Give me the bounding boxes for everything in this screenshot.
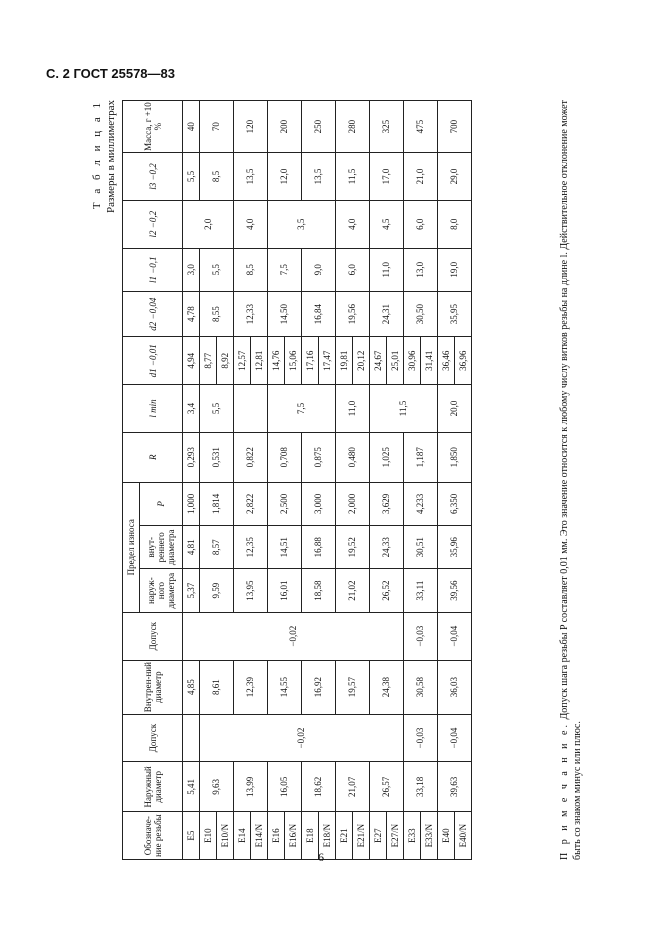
cell-d1: 20,12 xyxy=(353,337,370,385)
cell-tolerance2: −0,04 xyxy=(438,612,472,660)
cell-l2: 6,0 xyxy=(404,200,438,248)
col-wear-middle: внут-реннего диаметра xyxy=(140,526,183,569)
cell-d1: 17,47 xyxy=(319,337,336,385)
cell-wear-middle: 35,96 xyxy=(438,526,472,569)
rotated-table-area xyxy=(90,100,590,860)
cell-mass: 40 xyxy=(183,101,200,153)
cell-designation: E21/N xyxy=(353,812,370,860)
cell-l1: 5,5 xyxy=(200,248,234,291)
cell-d1: 19,81 xyxy=(336,337,353,385)
col-wear-limit: Предел износа xyxy=(123,482,140,612)
cell-outer: 21,07 xyxy=(336,762,370,812)
table-units: Размеры в миллиметрах xyxy=(105,100,117,213)
col-wear-outer: наруж-ного диаметра xyxy=(140,569,183,612)
cell-r: 0,708 xyxy=(268,432,302,482)
cell-wear-middle: 8,57 xyxy=(200,526,234,569)
cell-inner: 12,39 xyxy=(234,660,268,714)
cell-d1: 31,41 xyxy=(421,337,438,385)
cell-inner: 36,03 xyxy=(438,660,472,714)
cell-designation: E33/N xyxy=(421,812,438,860)
cell-d2: 24,31 xyxy=(370,291,404,337)
cell-tolerance: −0,03 xyxy=(404,714,438,762)
cell-r: 1,025 xyxy=(370,432,404,482)
cell-mass: 325 xyxy=(370,101,404,153)
cell-p: 3,629 xyxy=(370,482,404,525)
cell-wear-outer: 9,59 xyxy=(200,569,234,612)
cell-l3: 8,5 xyxy=(200,153,234,201)
cell-lmin: 3,4 xyxy=(183,385,200,433)
table-label: Т а б л и ц а 1 xyxy=(91,100,103,210)
cell-r: 0,822 xyxy=(234,432,268,482)
cell-d2: 12,33 xyxy=(234,291,268,337)
col-l2: l2 −0,2 xyxy=(123,200,183,248)
cell-outer: 39,63 xyxy=(438,762,472,812)
table-row xyxy=(183,101,200,860)
cell-wear-middle: 12,35 xyxy=(234,526,268,569)
col-mass: Масса, г +10 % xyxy=(123,101,183,153)
cell-wear-middle: 14,51 xyxy=(268,526,302,569)
col-lmin: l min xyxy=(123,385,183,433)
cell-designation: E14/N xyxy=(251,812,268,860)
cell-d2: 4,78 xyxy=(183,291,200,337)
cell-designation: E18 xyxy=(302,812,319,860)
cell-d1: 36,96 xyxy=(455,337,472,385)
cell-l3: 5,5 xyxy=(183,153,200,201)
cell-wear-outer: 39,56 xyxy=(438,569,472,612)
cell-l2: 4,0 xyxy=(234,200,268,248)
cell-d1: 36,46 xyxy=(438,337,455,385)
table-title xyxy=(90,100,118,213)
cell-outer: 9,63 xyxy=(200,762,234,812)
cell-l1: 19,0 xyxy=(438,248,472,291)
cell-designation: E27/N xyxy=(387,812,404,860)
table-row xyxy=(438,101,455,860)
cell-d1: 25,01 xyxy=(387,337,404,385)
cell-r: 0,293 xyxy=(183,432,200,482)
cell-mass: 280 xyxy=(336,101,370,153)
col-d1: d1 −0,01 xyxy=(123,337,183,385)
col-outer-diameter: Наружный диаметр xyxy=(123,762,183,812)
cell-p: 2,822 xyxy=(234,482,268,525)
cell-l1: 9,0 xyxy=(302,248,336,291)
cell-designation: E21 xyxy=(336,812,353,860)
cell-outer: 16,05 xyxy=(268,762,302,812)
cell-wear-middle: 30,51 xyxy=(404,526,438,569)
cell-d2: 16,84 xyxy=(302,291,336,337)
col-inner-diameter: Внутрен-ний диаметр xyxy=(123,660,183,714)
cell-wear-outer: 18,58 xyxy=(302,569,336,612)
cell-l3: 13,5 xyxy=(302,153,336,201)
col-tolerance: Допуск xyxy=(123,714,183,762)
cell-mass: 475 xyxy=(404,101,438,153)
cell-designation: E40/N xyxy=(455,812,472,860)
cell-inner: 30,58 xyxy=(404,660,438,714)
cell-l3: 21,0 xyxy=(404,153,438,201)
cell-wear-outer: 21,02 xyxy=(336,569,370,612)
cell-lmin: 11,0 xyxy=(336,385,370,433)
col-designation: Обозначе-ние резьбы xyxy=(123,812,183,860)
cell-wear-middle: 16,88 xyxy=(302,526,336,569)
cell-mass: 200 xyxy=(268,101,302,153)
col-p: P xyxy=(140,482,183,525)
col-r: R xyxy=(123,432,183,482)
cell-designation: E18/N xyxy=(319,812,336,860)
cell-wear-outer: 16,01 xyxy=(268,569,302,612)
cell-d2: 35,95 xyxy=(438,291,472,337)
cell-lmin: 5,5 xyxy=(200,385,234,433)
cell-r: 0,531 xyxy=(200,432,234,482)
cell-wear-outer: 5,37 xyxy=(183,569,200,612)
cell-wear-outer: 26,52 xyxy=(370,569,404,612)
cell-d2: 14,50 xyxy=(268,291,302,337)
cell-l3: 11,5 xyxy=(336,153,370,201)
cell-wear-outer: 33,11 xyxy=(404,569,438,612)
cell-p: 4,233 xyxy=(404,482,438,525)
cell-d1: 12,57 xyxy=(234,337,251,385)
cell-p: 3,000 xyxy=(302,482,336,525)
table-note xyxy=(558,100,584,860)
cell-l2: 8,0 xyxy=(438,200,472,248)
cell-inner: 24,38 xyxy=(370,660,404,714)
cell-d1: 8,92 xyxy=(217,337,234,385)
cell-l1: 7,5 xyxy=(268,248,302,291)
cell-tolerance: −0,02 xyxy=(200,714,404,762)
cell-designation: E10 xyxy=(200,812,217,860)
cell-designation: E10/N xyxy=(217,812,234,860)
cell-d1: 17,16 xyxy=(302,337,319,385)
cell-designation: E40 xyxy=(438,812,455,860)
cell-inner: 4,85 xyxy=(183,660,200,714)
cell-p: 1,000 xyxy=(183,482,200,525)
cell-l2: 3,5 xyxy=(268,200,336,248)
cell-tolerance: −0,04 xyxy=(438,714,472,762)
cell-outer: 18,62 xyxy=(302,762,336,812)
cell-lmin: 20,0 xyxy=(438,385,472,433)
cell-r: 0,480 xyxy=(336,432,370,482)
dimensions-table xyxy=(122,100,472,860)
cell-d1: 8,77 xyxy=(200,337,217,385)
cell-inner: 19,57 xyxy=(336,660,370,714)
note-text: Допуск шага резьбы P составляет 0,01 мм. Это значение относится к любому числу витков резьбы на длине l. Действительное отклонение может быть со знаком минус или плюс. xyxy=(559,100,583,860)
cell-designation: E16/N xyxy=(285,812,302,860)
col-l3: l3 −0,2 xyxy=(123,153,183,201)
cell-mass: 120 xyxy=(234,101,268,153)
cell-d1: 4,94 xyxy=(183,337,200,385)
cell-r: 0,875 xyxy=(302,432,336,482)
cell-inner: 14,55 xyxy=(268,660,302,714)
cell-tolerance2: −0,03 xyxy=(404,612,438,660)
cell-l1: 6,0 xyxy=(336,248,370,291)
cell-designation: E33 xyxy=(404,812,421,860)
cell-outer: 5,41 xyxy=(183,762,200,812)
cell-d2: 30,50 xyxy=(404,291,438,337)
cell-l3: 29,0 xyxy=(438,153,472,201)
cell-mass: 700 xyxy=(438,101,472,153)
cell-designation: E27 xyxy=(370,812,387,860)
cell-mass: 70 xyxy=(200,101,234,153)
cell-r: 1,187 xyxy=(404,432,438,482)
page-header: С. 2 ГОСТ 25578—83 xyxy=(46,66,175,81)
col-d2: d2 −0,04 xyxy=(123,291,183,337)
cell-p: 2,500 xyxy=(268,482,302,525)
cell-tolerance2: −0,02 xyxy=(183,612,404,660)
cell-designation: E16 xyxy=(268,812,285,860)
cell-l1: 13,0 xyxy=(404,248,438,291)
cell-d1: 12,81 xyxy=(251,337,268,385)
cell-l3: 17,0 xyxy=(370,153,404,201)
cell-lmin: 7,5 xyxy=(268,385,336,433)
cell-designation: E14 xyxy=(234,812,251,860)
cell-d1: 14,76 xyxy=(268,337,285,385)
cell-l1: 3,0 xyxy=(183,248,200,291)
note-label: П р и м е ч а н и е. xyxy=(559,722,570,860)
cell-d2: 19,56 xyxy=(336,291,370,337)
cell-l2: 4,5 xyxy=(370,200,404,248)
cell-outer: 26,57 xyxy=(370,762,404,812)
cell-mass: 250 xyxy=(302,101,336,153)
cell-d1: 15,06 xyxy=(285,337,302,385)
cell-lmin xyxy=(234,385,268,433)
cell-inner: 16,92 xyxy=(302,660,336,714)
cell-d1: 24,67 xyxy=(370,337,387,385)
cell-wear-outer: 13,95 xyxy=(234,569,268,612)
cell-designation: E5 xyxy=(183,812,200,860)
cell-inner: 8,61 xyxy=(200,660,234,714)
cell-lmin: 11,5 xyxy=(370,385,438,433)
table-row xyxy=(404,101,421,860)
cell-outer: 33,18 xyxy=(404,762,438,812)
col-tolerance2: Допуск xyxy=(123,612,183,660)
cell-p: 6,350 xyxy=(438,482,472,525)
cell-l3: 12,0 xyxy=(268,153,302,201)
cell-l3: 13,5 xyxy=(234,153,268,201)
cell-l1: 11,0 xyxy=(370,248,404,291)
col-l1: l1 −0,1 xyxy=(123,248,183,291)
page-number: 6 xyxy=(318,850,324,864)
cell-p: 1,814 xyxy=(200,482,234,525)
cell-wear-middle: 4,81 xyxy=(183,526,200,569)
table-body xyxy=(183,101,472,860)
cell-wear-middle: 19,52 xyxy=(336,526,370,569)
landscape-content xyxy=(90,100,590,860)
cell-outer: 13,99 xyxy=(234,762,268,812)
cell-d1: 30,96 xyxy=(404,337,421,385)
cell-l2: 4,0 xyxy=(336,200,370,248)
cell-p: 2,000 xyxy=(336,482,370,525)
cell-tolerance xyxy=(183,714,200,762)
cell-l2: 2,0 xyxy=(183,200,234,248)
cell-wear-middle: 24,33 xyxy=(370,526,404,569)
cell-l1: 8,5 xyxy=(234,248,268,291)
cell-d2: 8,55 xyxy=(200,291,234,337)
cell-r: 1,850 xyxy=(438,432,472,482)
